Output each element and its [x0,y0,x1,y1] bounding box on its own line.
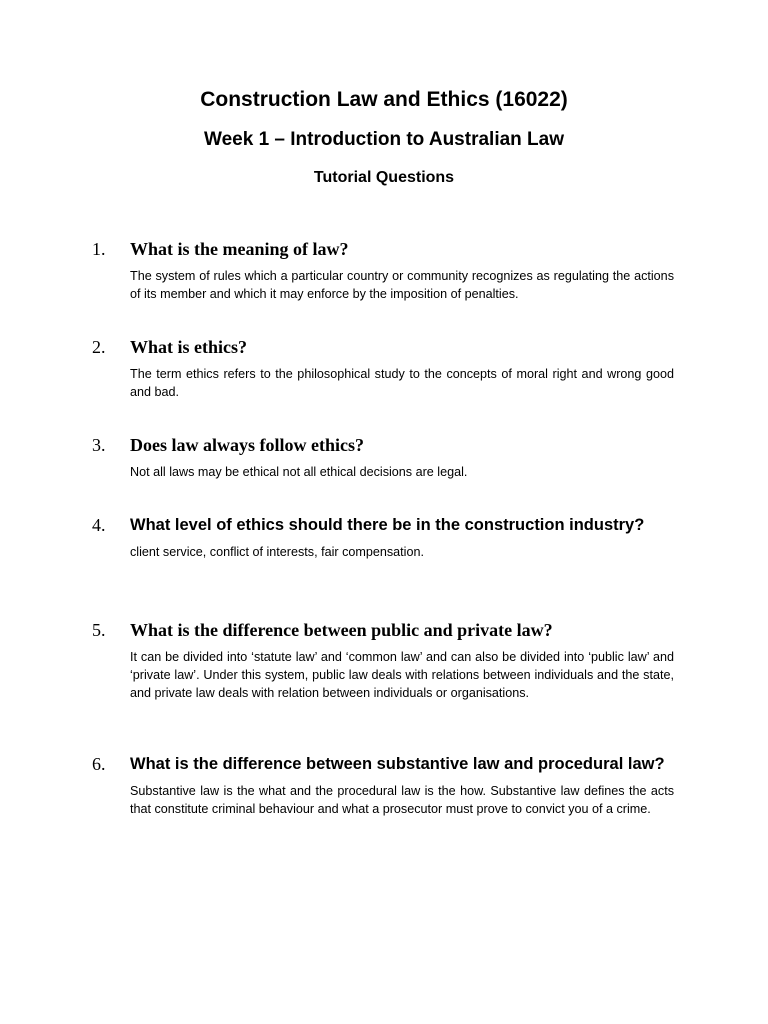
question-item-1 [92,237,674,303]
question-number: 3. [92,435,106,455]
question-item-2 [92,335,674,401]
answer-text: Substantive law is the what and the procedural law is the how. Substantive law defines the acts that constitute criminal behaviour and what a prosecutor must prove to convict you of a crime. [130,784,674,816]
question-text: What is ethics? [130,337,247,357]
question-item-4 [92,513,674,561]
answer-text: The term ethics refers to the philosophical study to the concepts of moral right and wrong good and bad. [130,367,674,399]
week-heading: Week 1 – Introduction to Australian Law [204,129,564,150]
question-item-6 [92,752,674,818]
answer-text: The system of rules which a particular country or community recognizes as regulating the actions of its member and which it may enforce by the imposition of penalties. [130,269,674,301]
question-number: 5. [92,620,106,640]
question-number: 2. [92,337,106,357]
question-text: What is the meaning of law? [130,239,349,259]
question-item-3 [92,433,674,481]
section-subtitle: Tutorial Questions [313,169,455,186]
question-number: 1. [92,239,106,259]
question-text: What is the difference between substantive law and procedural law? [130,755,665,773]
question-number: 6. [92,754,106,774]
question-text: What level of ethics should there be in the construction industry? [130,516,645,534]
answer-text: Not all laws may be ethical not all ethical decisions are legal. [130,465,468,479]
question-number: 4. [92,515,106,535]
question-text: What is the difference between public and private law? [130,620,553,640]
answer-text: client service, conflict of interests, fair compensation. [130,545,424,559]
question-text: Does law always follow ethics? [130,435,364,455]
answer-text: It can be divided into ‘statute law’ and ‘common law’ and can also be divided into ‘public law’ and ‘private law’. Under this system, public law deals with relations between individuals and the state, and private law deals with relation between individuals or organisations. [130,650,674,700]
question-item-5 [92,618,674,702]
document-title: Construction Law and Ethics (16022) [200,88,568,111]
